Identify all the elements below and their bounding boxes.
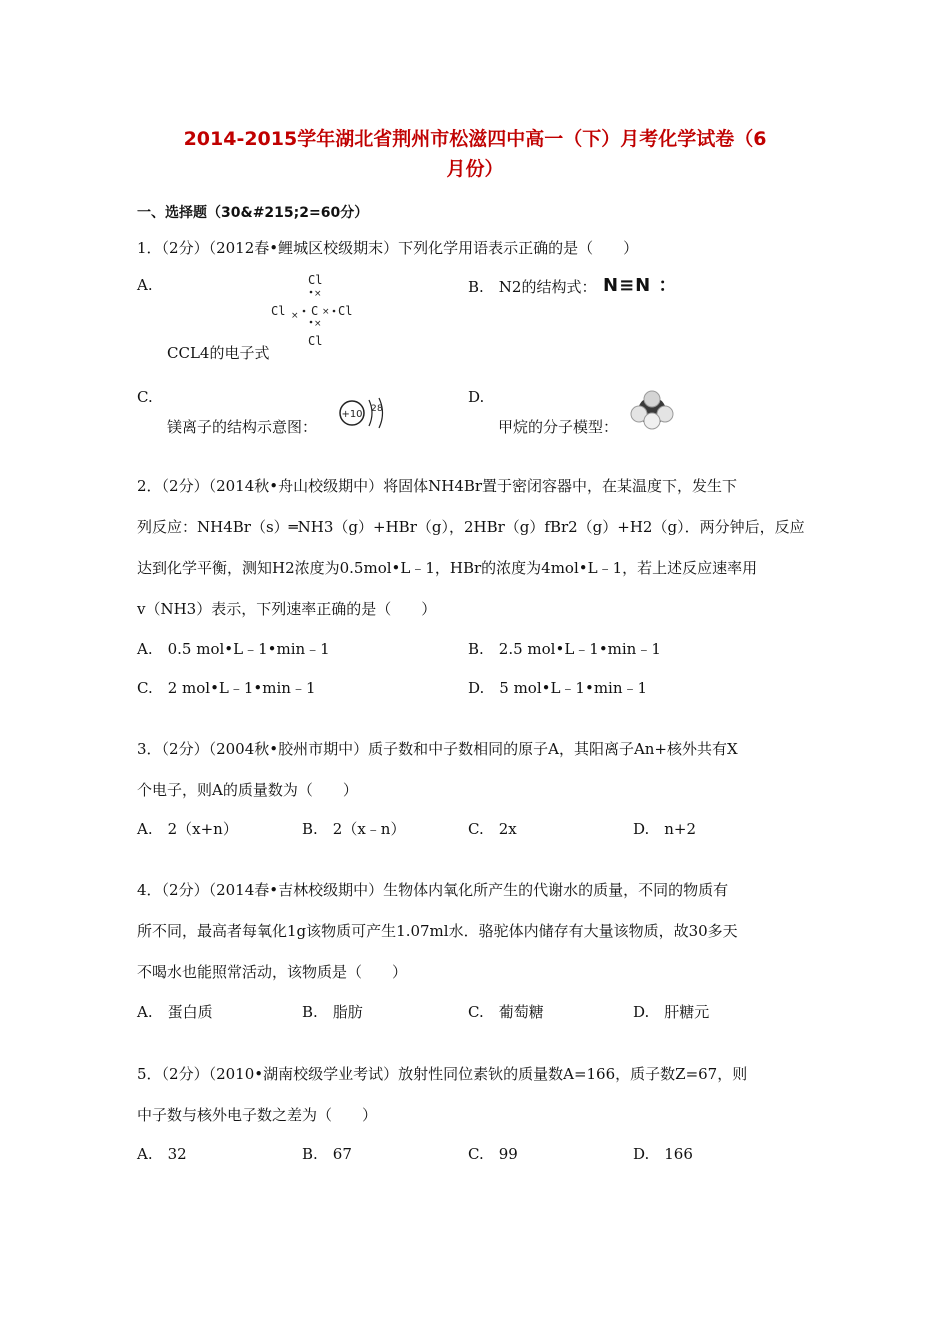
question-3 bbox=[137, 729, 817, 811]
q5-option-d: D. 166 bbox=[633, 1145, 693, 1163]
q3-option-b: B. 2（x﹣n） bbox=[302, 820, 406, 838]
q5-option-b: B. 67 bbox=[302, 1145, 352, 1163]
q3-option-c: C. 2x bbox=[468, 820, 517, 838]
q2-option-b: B. 2.5 mol•L﹣1•min﹣1 bbox=[468, 640, 661, 658]
ccl4-atom-bottom: Cl bbox=[308, 334, 323, 348]
q3-option-a: A. 2（x+n） bbox=[137, 820, 238, 838]
q2-option-a: A. 0.5 mol•L﹣1•min﹣1 bbox=[137, 640, 330, 658]
svg-text:×: × bbox=[314, 289, 322, 299]
q1-option-c-letter: C. bbox=[137, 388, 153, 406]
q4-option-b: B. 脂肪 bbox=[302, 1003, 363, 1021]
q2-option-d: D. 5 mol•L﹣1•min﹣1 bbox=[468, 679, 648, 697]
svg-text:×: × bbox=[314, 319, 322, 329]
q4-line-2: 所不同，最高者每氧化1g该物质可产生1.07ml水．骆驼体内储存有大量该物质，故30多天 bbox=[137, 922, 738, 940]
q3-line-2: 个电子，则A的质量数为（ ） bbox=[137, 781, 358, 799]
n2-structural-formula: N≡N ： bbox=[603, 275, 678, 296]
svg-text:×: × bbox=[291, 311, 299, 321]
q4-line-3: 不喝水也能照常活动，该物质是（ ） bbox=[137, 963, 408, 981]
q2-line-1-text: 2．（2分）（2014秋•舟山校级期中）将固体NH4Br置于密闭容器中，在某温度下，发生下 bbox=[137, 477, 738, 495]
q1-option-a-caption: CCL4的电子式 bbox=[167, 344, 270, 362]
q4-option-a: A. 蛋白质 bbox=[137, 1003, 213, 1021]
svg-text:×: × bbox=[322, 307, 330, 317]
q2-line-4 bbox=[137, 589, 817, 630]
page-title bbox=[120, 124, 830, 184]
q3-line-1: 3．（2分）（2004秋•胶州市期中）质子数和中子数相同的原子A，其阳离子An+核外共有X bbox=[137, 740, 738, 758]
q4-option-c: C. 葡萄糖 bbox=[468, 1003, 544, 1021]
q2-line-1 bbox=[137, 466, 817, 507]
q5-option-c: C. 99 bbox=[468, 1145, 518, 1163]
q2-option-c: C. 2 mol•L﹣1•min﹣1 bbox=[137, 679, 316, 697]
question-2 bbox=[137, 466, 817, 630]
q1-option-d-letter: D. bbox=[468, 388, 485, 406]
q4-option-d: D. 肝糖元 bbox=[633, 1003, 710, 1021]
ccl4-atom-right: Cl bbox=[338, 304, 353, 318]
q2-line-2 bbox=[137, 507, 817, 548]
q1-stem: 1．（2分）（2012春•鲤城区校级期末）下列化学用语表示正确的是（ ） bbox=[137, 239, 639, 257]
methane-model-image bbox=[628, 390, 676, 432]
mg-shell-2-label: 8 bbox=[377, 404, 383, 414]
ccl4-atom-top: Cl bbox=[308, 273, 323, 287]
q1-option-a-letter: A. bbox=[137, 276, 153, 294]
title-line-2: 月份） bbox=[446, 158, 504, 180]
q1-option-c-caption: 镁离子的结构示意图： bbox=[167, 418, 318, 436]
q3-option-d: D. n+2 bbox=[633, 820, 697, 838]
q1-option-b: B. N2的结构式： bbox=[468, 278, 597, 296]
mg-shell-1-label: 2 bbox=[371, 404, 377, 414]
q1-option-d-caption: 甲烷的分子模型： bbox=[498, 418, 619, 436]
q2-line-3-text: 达到化学平衡，测知H2浓度为0.5mol•L﹣1，HBr的浓度为4mol•L﹣1，若上述反应速率用 bbox=[137, 559, 758, 577]
q5-line-1: 5．（2分）（2010•湖南校级学业考试）放射性同位素钬的质量数A=166，质子数Z=67，则 bbox=[137, 1065, 748, 1083]
q2-line-3 bbox=[137, 548, 817, 589]
question-4 bbox=[137, 870, 817, 993]
q4-line-1: 4．（2分）（2014春•吉林校级期中）生物体内氧化所产生的代谢水的质量，不同的物质有 bbox=[137, 881, 729, 899]
q2-line-4-text: v（NH3）表示，下列速率正确的是（ ） bbox=[137, 600, 437, 618]
question-5 bbox=[137, 1054, 817, 1136]
mg-nucleus-label: +10 bbox=[341, 409, 363, 420]
title-line-1: 2014-2015学年湖北省荆州市松滋四中高一（下）月考化学试卷（6 bbox=[183, 128, 767, 150]
q2-line-2-text: 列反应：NH4Br（s）═NH3（g）+HBr（g），2HBr（g）fBr2（g）+H2（g）．两分钟后，反应 bbox=[137, 518, 805, 536]
q5-line-2: 中子数与核外电子数之差为（ ） bbox=[137, 1106, 378, 1124]
ccl4-electron-formula-diagram bbox=[265, 270, 360, 350]
ccl4-atom-center: C bbox=[311, 304, 319, 318]
section-heading: 一、选择题（30&#215;2=60分） bbox=[137, 205, 369, 221]
n2-formula-text: N≡N bbox=[603, 275, 652, 296]
ccl4-atom-left: Cl bbox=[271, 304, 286, 318]
q5-option-a: A. 32 bbox=[137, 1145, 187, 1163]
mg-ion-structure-diagram bbox=[333, 392, 393, 434]
